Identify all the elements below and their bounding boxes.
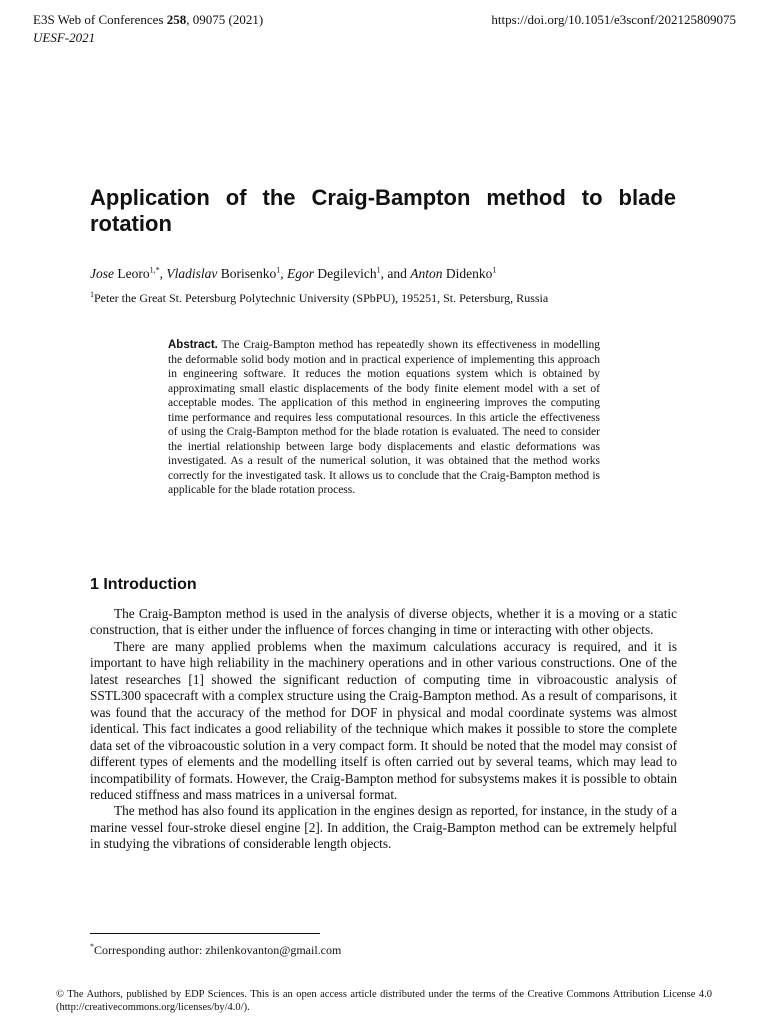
paragraph: The Craig-Bampton method is used in the analysis of diverse objects, whether it is a moving or a static construction, that is either under the influence of forces changing in time or interacting with other objects. (90, 606, 677, 638)
paragraph: The method has also found its application in the engines design as reported, for instance, in the study of a marine vessel four-stroke diesel engine [2]. In addition, the Craig-Bampton method can be extremely helpful in studying the vibrations of considerable length objects. (90, 803, 677, 852)
introduction-body (90, 606, 677, 853)
abstract-text: The Craig-Bampton method has repeatedly shown its effectiveness in modelling the deformable solid body motion and in practical experience of implementing this approach in engineering software. It reduces the motion equations system which is obtained by approximating small elastic displacements of the body finite element model with a set of acceptable modes. The application of this method in engineering improves the computing time performance and requires less computational resources. In this article the effectiveness of using the Craig-Bampton method for the blade rotation is evaluated. The need to consider the inertial relationship between large body displacements and elastic deformations was investigated. As a result of the numerical solution, it was obtained that the method works correctly for the investigated task. It allows us to conclude that the Craig-Bampton method is applicable for the blade rotation process. (168, 339, 600, 497)
abstract-label: Abstract. (168, 339, 218, 351)
author-separator: , (280, 266, 287, 281)
author-affiliation-mark: 1 (376, 265, 381, 275)
abstract-block (168, 338, 600, 498)
footnote-text: Corresponding author: zhilenkovanton@gmail.com (94, 943, 342, 957)
author-affiliation-mark: 1 (276, 265, 281, 275)
journal-volume: 258 (166, 12, 187, 27)
author-first-name: Vladislav (166, 266, 218, 281)
affiliation-mark: 1 (90, 290, 94, 299)
conference-tag: UESF-2021 (33, 30, 96, 45)
author-separator: , (159, 266, 167, 281)
footnote (90, 942, 341, 958)
author-last-name: Degilevich (317, 266, 377, 281)
affiliation (90, 290, 548, 306)
author-first-name: Egor (286, 266, 314, 281)
article-number-year: , 09075 (2021) (186, 12, 264, 27)
author-first-name: Jose (90, 266, 114, 281)
journal-citation (33, 11, 263, 29)
footnote-divider (90, 933, 320, 934)
paper-title: Application of the Craig-Bampton method to blade rotation (90, 185, 676, 236)
doi-link[interactable]: https://doi.org/10.1051/e3sconf/202125809075 (491, 12, 736, 27)
author-list (90, 265, 496, 283)
author-4 (410, 266, 496, 281)
author-first-name: Anton (410, 266, 443, 281)
running-header-left (33, 11, 263, 47)
author-1 (90, 266, 166, 281)
footnote-mark: * (90, 942, 94, 951)
author-3 (287, 266, 410, 281)
paragraph: There are many applied problems when the maximum calculations accuracy is required, and it is important to have high reliability in the machinery operations and in other various constructions. One of the latest researches [1] showed the significant reduction of computing time in vibroacoustic analysis of SSTL300 spacecraft with a complex structure using the Craig-Bampton method. As a result of comparisons, it was found that the accuracy of the method for DOF in physical and modal coordinate systems was almost identical. This fact indicates a good reliability of the technique which makes it possible to store the complete data set of the vibroacoustic solution in a very compact form. It should be noted that the model may consist of different types of elements and the modelling itself is often carried out by several teams, which may lead to incompatibility of formats. However, the Craig-Bampton method for subsystems makes it is possible to obtain reduced stiffness and mass matrices in a universal format. (90, 638, 677, 802)
author-last-name: Leoro (117, 266, 150, 281)
affiliation-text: Peter the Great St. Petersburg Polytechnic University (SPbPU), 195251, St. Petersburg, Russia (94, 291, 549, 305)
author-separator: , and (380, 266, 411, 281)
author-2 (166, 266, 287, 281)
author-affiliation-mark: 1 (492, 265, 497, 275)
author-last-name: Didenko (445, 266, 493, 281)
author-last-name: Borisenko (220, 266, 277, 281)
author-affiliation-mark: 1,* (149, 265, 160, 275)
journal-name: E3S Web of Conferences (33, 12, 164, 27)
license-notice: © The Authors, published by EDP Sciences. This is an open access article distributed under the terms of the Creative Commons Attribution License 4.0 (http://creativecommons.org/licenses/by/4.0/). (56, 989, 712, 1013)
section-heading: 1 Introduction (90, 576, 197, 593)
